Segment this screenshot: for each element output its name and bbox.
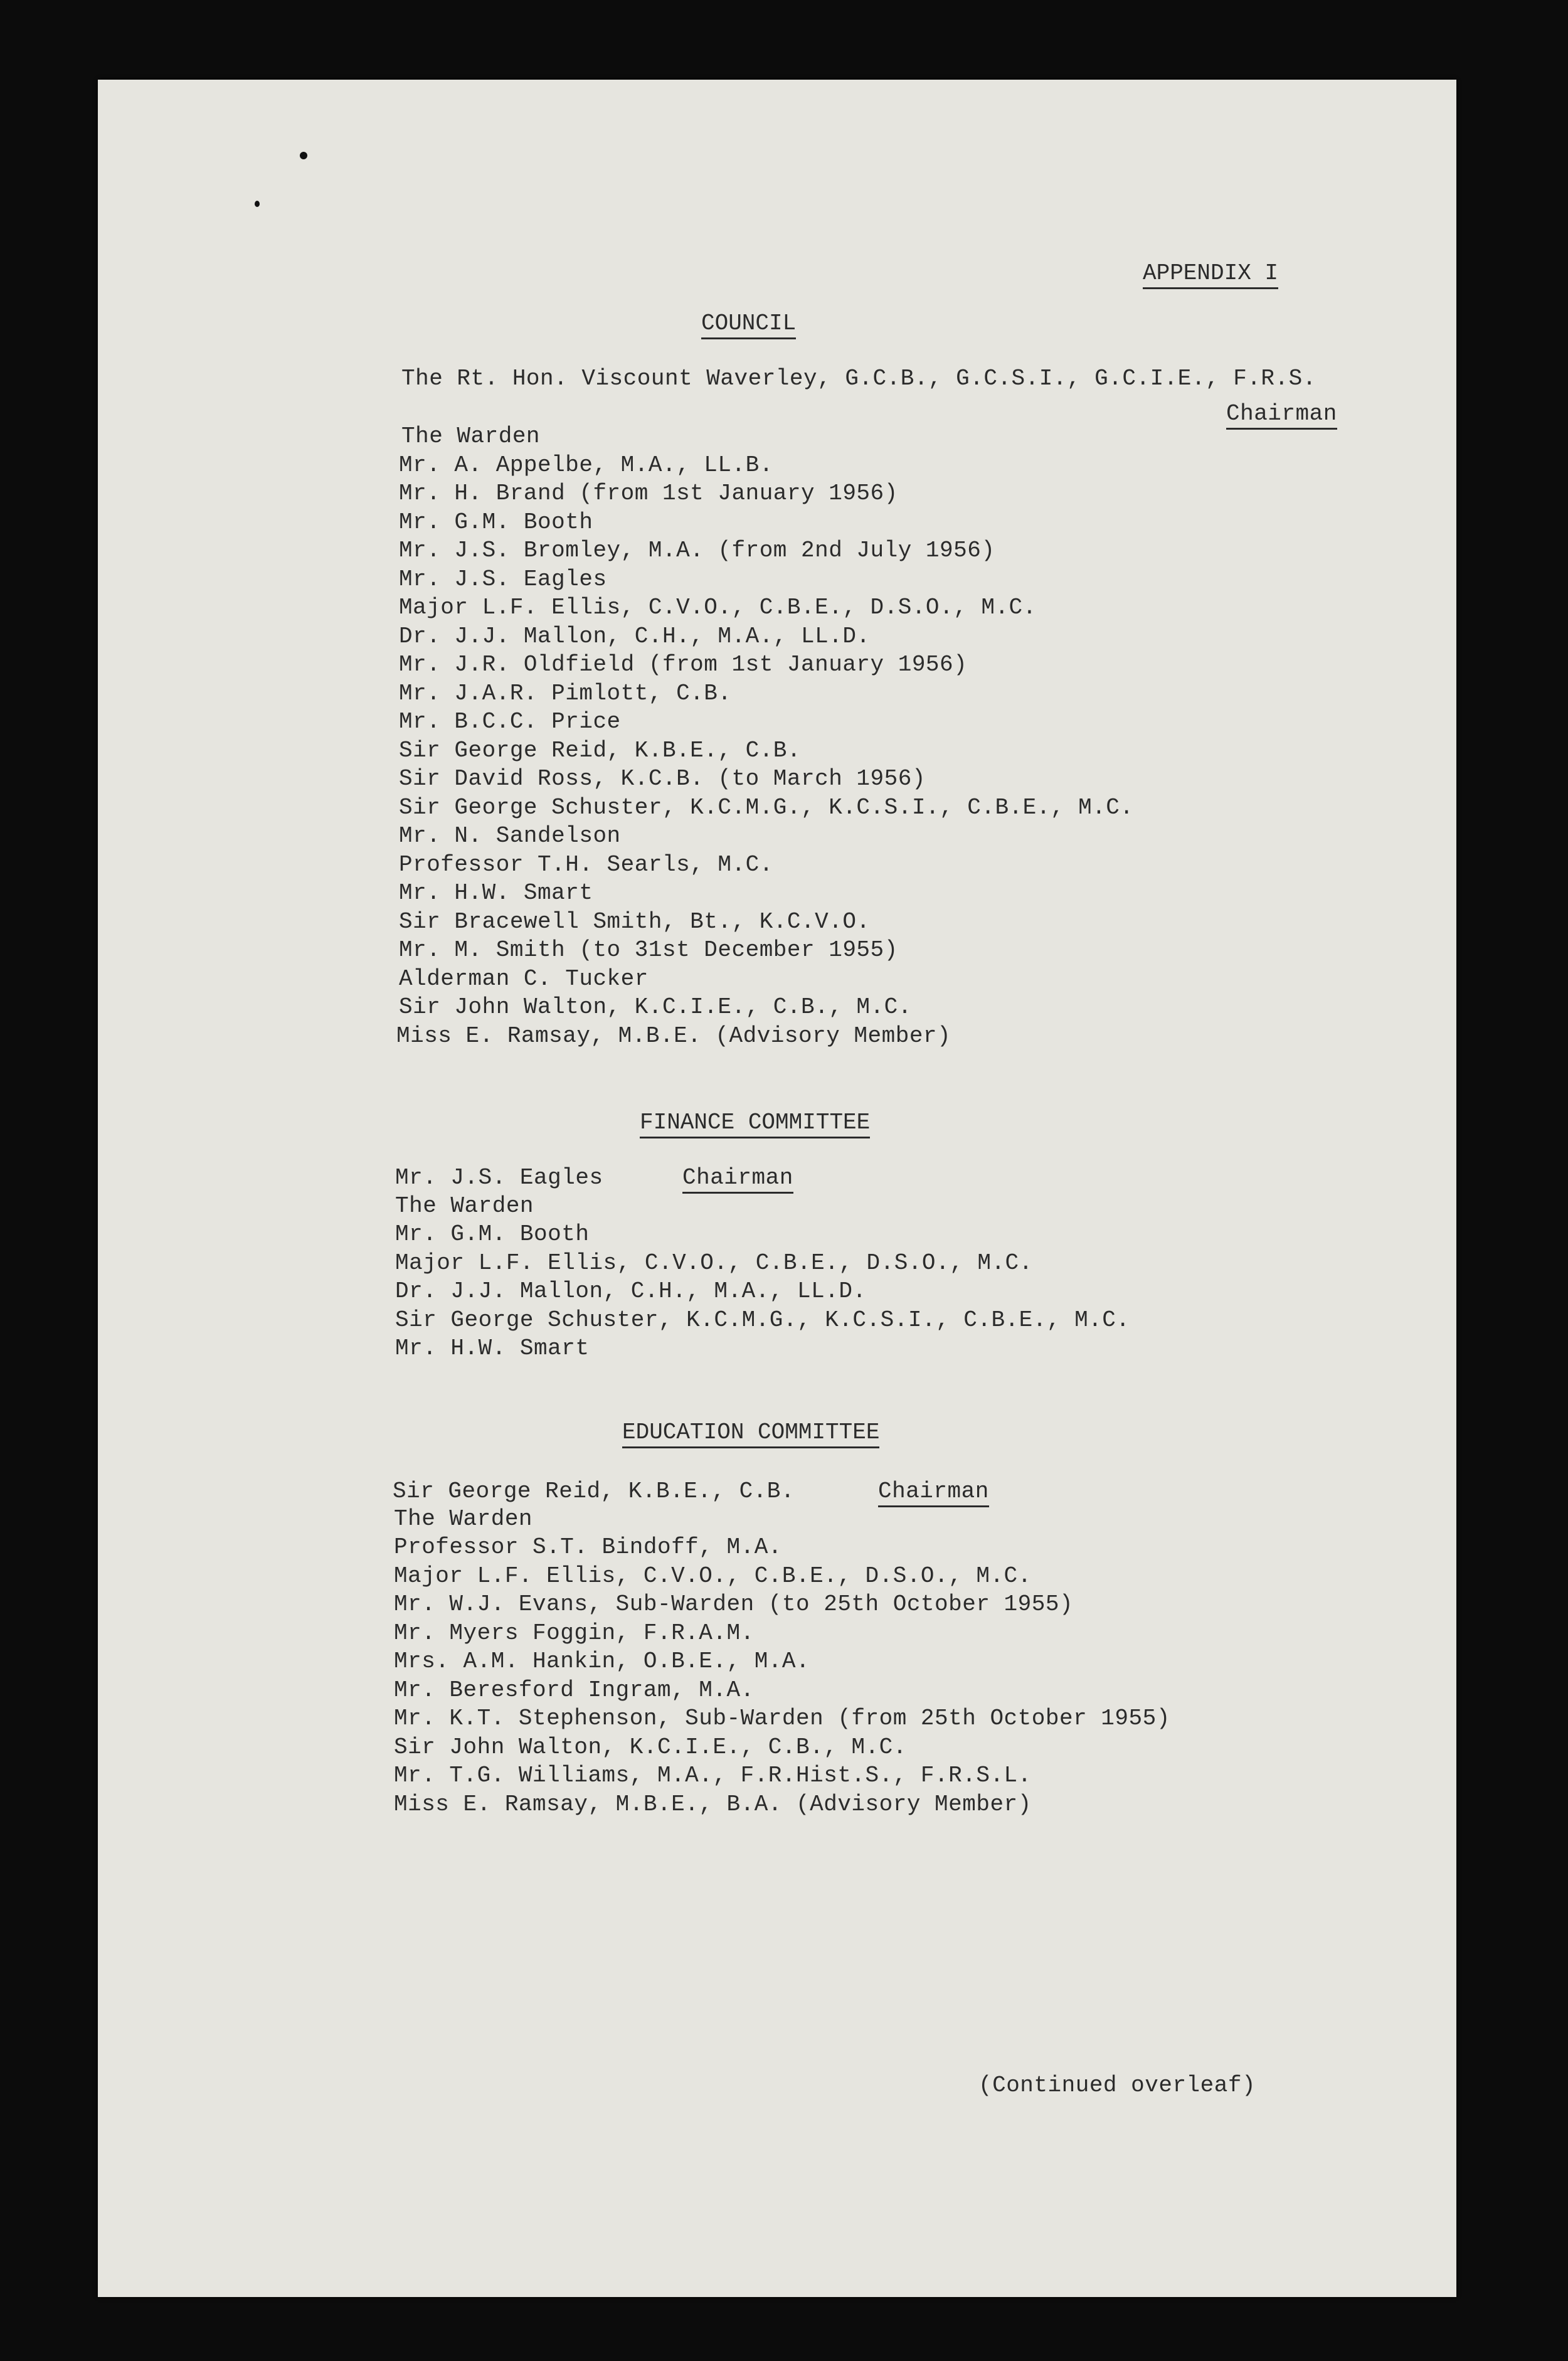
list-item: Mrs. A.M. Hankin, O.B.E., M.A.: [394, 1648, 810, 1674]
list-item: Mr. J.S. Bromley, M.A. (from 2nd July 1956): [399, 538, 995, 563]
list-item: Professor S.T. Bindoff, M.A.: [394, 1534, 782, 1560]
list-item: Miss E. Ramsay, M.B.E. (Advisory Member): [396, 1023, 951, 1049]
list-item: Sir Bracewell Smith, Bt., K.C.V.O.: [399, 909, 871, 935]
finance-chair-name: Mr. J.S. Eagles: [395, 1165, 603, 1191]
list-item: Mr. G.M. Booth: [399, 509, 593, 535]
list-item: Miss E. Ramsay, M.B.E., B.A. (Advisory Member): [394, 1791, 1032, 1817]
education-chair-role: Chairman: [878, 1479, 989, 1507]
list-item: Sir George Schuster, K.C.M.G., K.C.S.I., C.B.E., M.C.: [395, 1307, 1130, 1333]
list-item: Mr. M. Smith (to 31st December 1955): [399, 937, 898, 963]
list-item: Mr. G.M. Booth: [395, 1221, 590, 1247]
list-item: Mr. H.W. Smart: [399, 880, 593, 906]
list-item: Mr. A. Appelbe, M.A., LL.B.: [399, 452, 773, 478]
continued-note: (Continued overleaf): [978, 2072, 1256, 2098]
list-item: Sir George Schuster, K.C.M.G., K.C.S.I., C.B.E., M.C.: [399, 795, 1134, 820]
council-chairman-role: Chairman: [1226, 401, 1337, 430]
list-item: Mr. H. Brand (from 1st January 1956): [399, 480, 898, 506]
ink-dot: [300, 152, 307, 159]
list-item: Sir David Ross, K.C.B. (to March 1956): [399, 766, 926, 792]
ink-dot: [255, 201, 260, 207]
list-item: Mr. J.A.R. Pimlott, C.B.: [399, 681, 732, 706]
list-item: Mr. T.G. Williams, M.A., F.R.Hist.S., F.R.S.L.: [394, 1763, 1032, 1788]
list-item: Mr. N. Sandelson: [399, 823, 621, 849]
list-item: Dr. J.J. Mallon, C.H., M.A., LL.D.: [399, 623, 871, 649]
list-item: The Warden: [394, 1506, 533, 1532]
list-item: Professor T.H. Searls, M.C.: [399, 852, 773, 878]
list-item: The Warden: [401, 423, 541, 449]
list-item: Mr. J.R. Oldfield (from 1st January 1956): [399, 652, 968, 677]
list-item: Mr. K.T. Stephenson, Sub-Warden (from 25th October 1955): [394, 1706, 1170, 1731]
list-item: Mr. H.W. Smart: [395, 1335, 590, 1361]
list-item: Mr. B.C.C. Price: [399, 709, 621, 735]
list-item: Major L.F. Ellis, C.V.O., C.B.E., D.S.O., M.C.: [399, 595, 1037, 620]
list-item: Mr. Myers Foggin, F.R.A.M.: [394, 1620, 755, 1646]
council-heading: COUNCIL: [701, 311, 796, 339]
list-item: The Warden: [395, 1193, 534, 1219]
list-item: Mr. J.S. Eagles: [399, 566, 607, 592]
list-item: Dr. J.J. Mallon, C.H., M.A., LL.D.: [395, 1278, 867, 1304]
finance-heading: FINANCE COMMITTEE: [640, 1110, 870, 1138]
list-item: Sir John Walton, K.C.I.E., C.B., M.C.: [399, 994, 912, 1020]
list-item: Mr. W.J. Evans, Sub-Warden (to 25th October 1955): [394, 1591, 1074, 1617]
appendix-label: APPENDIX I: [1143, 261, 1278, 289]
list-item: Major L.F. Ellis, C.V.O., C.B.E., D.S.O., M.C.: [394, 1563, 1032, 1589]
list-item: Sir John Walton, K.C.I.E., C.B., M.C.: [394, 1734, 907, 1760]
education-chair-name: Sir George Reid, K.B.E., C.B.: [393, 1478, 795, 1504]
finance-chair-role: Chairman: [682, 1165, 793, 1194]
list-item: Major L.F. Ellis, C.V.O., C.B.E., D.S.O., M.C.: [395, 1250, 1033, 1276]
list-item: Alderman C. Tucker: [399, 966, 649, 992]
council-chairman-name: The Rt. Hon. Viscount Waverley, G.C.B., G.C.S.I., G.C.I.E., F.R.S.: [401, 366, 1316, 391]
education-heading: EDUCATION COMMITTEE: [622, 1420, 879, 1448]
list-item: Mr. Beresford Ingram, M.A.: [394, 1677, 755, 1703]
list-item: Sir George Reid, K.B.E., C.B.: [399, 738, 802, 763]
